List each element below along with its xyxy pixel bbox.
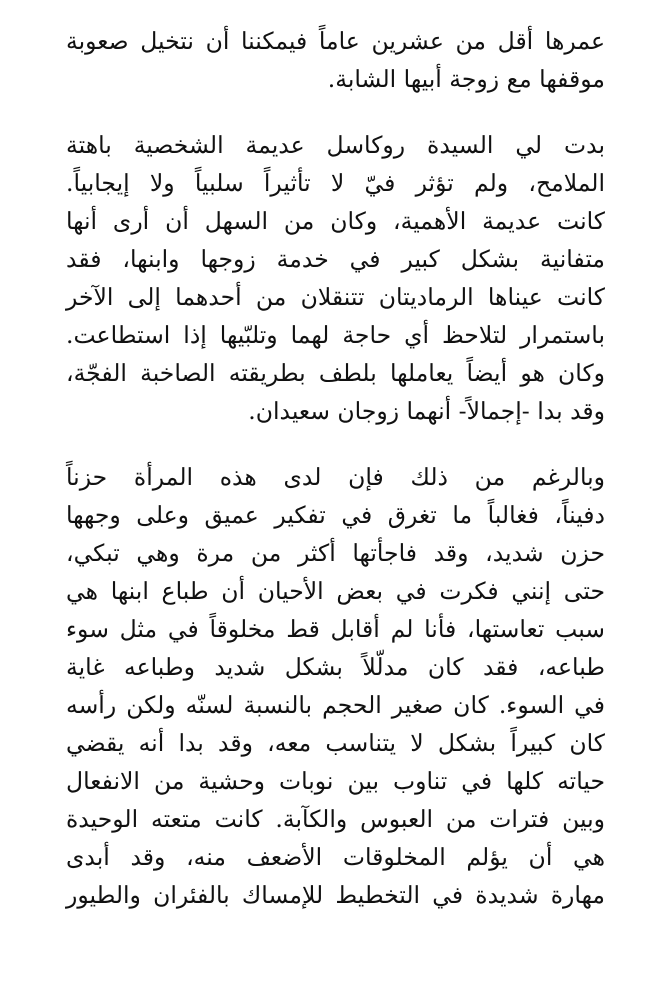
text-line: وقد بدا -إجمالاً- أنهما زوجان سعيدان. xyxy=(248,397,605,425)
text-line: كانت عديمة الأهمية، وكان من السهل أن أرى أنها xyxy=(66,207,605,235)
text-line: في السوء. كان صغير الحجم بالنسبة لسنّه ولكن رأسه xyxy=(66,691,605,719)
page-body xyxy=(66,22,605,1000)
paragraph-3 xyxy=(66,458,605,914)
text-line: هي أن يؤلم المخلوقات الأضعف منه، وقد أبدى xyxy=(66,843,605,871)
text-line: حزن شديد، وقد فاجأتها أكثر من مرة وهي تبكي، xyxy=(66,539,605,567)
text-line: باستمرار لتلاحظ أي حاجة لهما وتلبّيها إذا استطاعت. xyxy=(66,321,605,349)
text-line: دفيناً، فغالباً ما تغرق في تفكير عميق وعلى وجهها xyxy=(66,501,605,529)
text-line: كانت عيناها الرماديتان تتنقلان من أحدهما إلى الآخر xyxy=(66,283,605,311)
text-line: مهارة شديدة في التخطيط للإمساك بالفئران والطيور xyxy=(66,881,605,909)
text-line: وكان هو أيضاً يعاملها بلطف بطريقته الصاخبة الفجّة، xyxy=(66,359,605,387)
text-line: حتى إنني فكرت في بعض الأحيان أن طباع ابنها هي xyxy=(66,577,605,605)
text-line: كان كبيراً بشكل لا يتناسب معه، وقد بدا أنه يقضي xyxy=(66,729,605,757)
text-line: بدت لي السيدة روكاسل عديمة الشخصية باهتة xyxy=(66,131,605,159)
text-line: الملامح، ولم تؤثر فيّ لا تأثيراً سلبياً ولا إيجابياً. xyxy=(66,169,605,197)
text-line: وبين فترات من العبوس والكآبة. كانت متعته الوحيدة xyxy=(66,805,605,833)
text-line: موقفها مع زوجة أبيها الشابة. xyxy=(327,65,605,93)
paragraph-spacer xyxy=(66,430,605,458)
text-line: سبب تعاستها، فأنا لم أقابل قط مخلوقاً في مثل سوء xyxy=(66,615,605,643)
text-line: حياته كلها في تناوب بين نوبات وحشية من الانفعال xyxy=(66,767,605,795)
paragraph-spacer xyxy=(66,98,605,126)
text-line: وبالرغم من ذلك فإن لدى هذه المرأة حزناً xyxy=(66,463,605,491)
text-line: عمرها أقل من عشرين عاماً فيمكننا أن نتخيل صعوبة xyxy=(66,27,605,55)
text-line: متفانية بشكل كبير في خدمة زوجها وابنها، فقد xyxy=(66,245,605,273)
paragraph-1 xyxy=(66,22,605,98)
paragraph-2 xyxy=(66,126,605,430)
text-line: طباعه، فقد كان مدلّلاً بشكل شديد وطباعه غاية xyxy=(66,653,605,681)
